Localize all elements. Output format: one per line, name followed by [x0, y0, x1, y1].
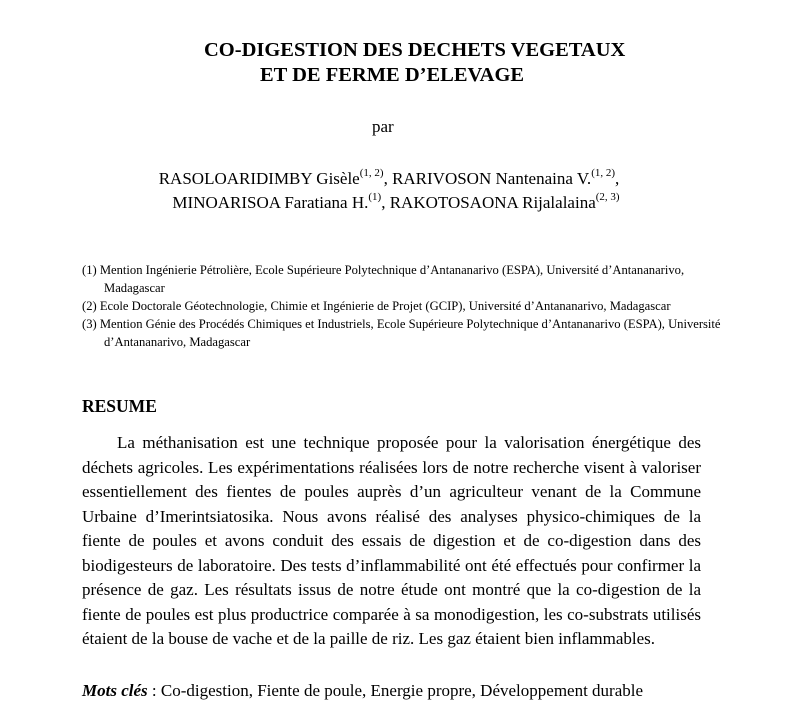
- keywords-label: Mots clés: [82, 681, 148, 700]
- affiliation-item: (2) Ecole Doctorale Géotechnologie, Chimie et Ingénierie de Projet (GCIP), Université d’Antananarivo, Madagascar: [82, 299, 671, 313]
- author-affiliation-ref: (1, 2): [591, 167, 616, 180]
- author-affiliation-ref: (1, 2): [359, 167, 384, 180]
- paper-title-line-1: CO-DIGESTION DES DECHETS VEGETAUX: [204, 39, 626, 61]
- authors-line-1: [0, 167, 788, 191]
- author-separator: ,: [381, 193, 390, 212]
- author-name: MINOARISOA Faratiana H.: [172, 193, 369, 212]
- affiliation-item: (3) Mention Génie des Procédés Chimiques et Industriels, Ecole Supérieure Polytechnique d’Antananarivo (ESPA), Université d’Antananarivo, Madagascar: [82, 317, 721, 349]
- author-separator: ,: [383, 169, 393, 188]
- author-name: RASOLOARIDIMBY Gisèle: [158, 169, 360, 188]
- author-name: RARIVOSON Nantenaina V.: [392, 169, 592, 188]
- resume-heading: RESUME: [82, 396, 157, 416]
- by-label: par: [372, 117, 394, 136]
- keywords-line: [82, 681, 643, 701]
- abstract-paragraph: La méthanisation est une technique proposée pour la valorisation énergétique des déchets agricoles. Les expérimentations réalisées lors de notre recherche visent à valoriser essentiellement des fientes de poules auprès d’un agriculteur venant de la Commune Urbaine d’Imerintsiatosika. Nous avons réalisé des analyses physico-chimiques de la fiente de poules et avons conduit des essais de digestion et de co-digestion dans des biodigesteurs de laboratoire. Des tests d’inflammabilité ont été effectués pour confirmer la présence de gaz. Les résultats issus de notre étude ont montré que la co-digestion de la fiente de poules est plus productrice comparée à sa monodigestion, les co-substrats utilisés étaient de la bouse de vache et de la paille de riz. Les gaz étaient bien inflammables.: [82, 433, 701, 648]
- affiliation-item: (1) Mention Ingénierie Pétrolière, Ecole Supérieure Polytechnique d’Antananarivo (ESPA), Université d’Antananarivo, Madagascar: [82, 263, 685, 295]
- author-name: RAKOTOSAONA Rijalalaina: [389, 193, 596, 212]
- affiliations-list: [82, 261, 722, 351]
- author-separator: ,: [615, 169, 620, 188]
- author-affiliation-ref: (1): [368, 191, 382, 204]
- author-affiliation-ref: (2, 3): [595, 191, 620, 204]
- keywords-separator: :: [147, 681, 161, 700]
- paper-title-line-2: ET DE FERME D’ELEVAGE: [260, 64, 525, 86]
- keywords-text: Co-digestion, Fiente de poule, Energie propre, Développement durable: [160, 681, 644, 700]
- authors-line-2: [0, 191, 795, 215]
